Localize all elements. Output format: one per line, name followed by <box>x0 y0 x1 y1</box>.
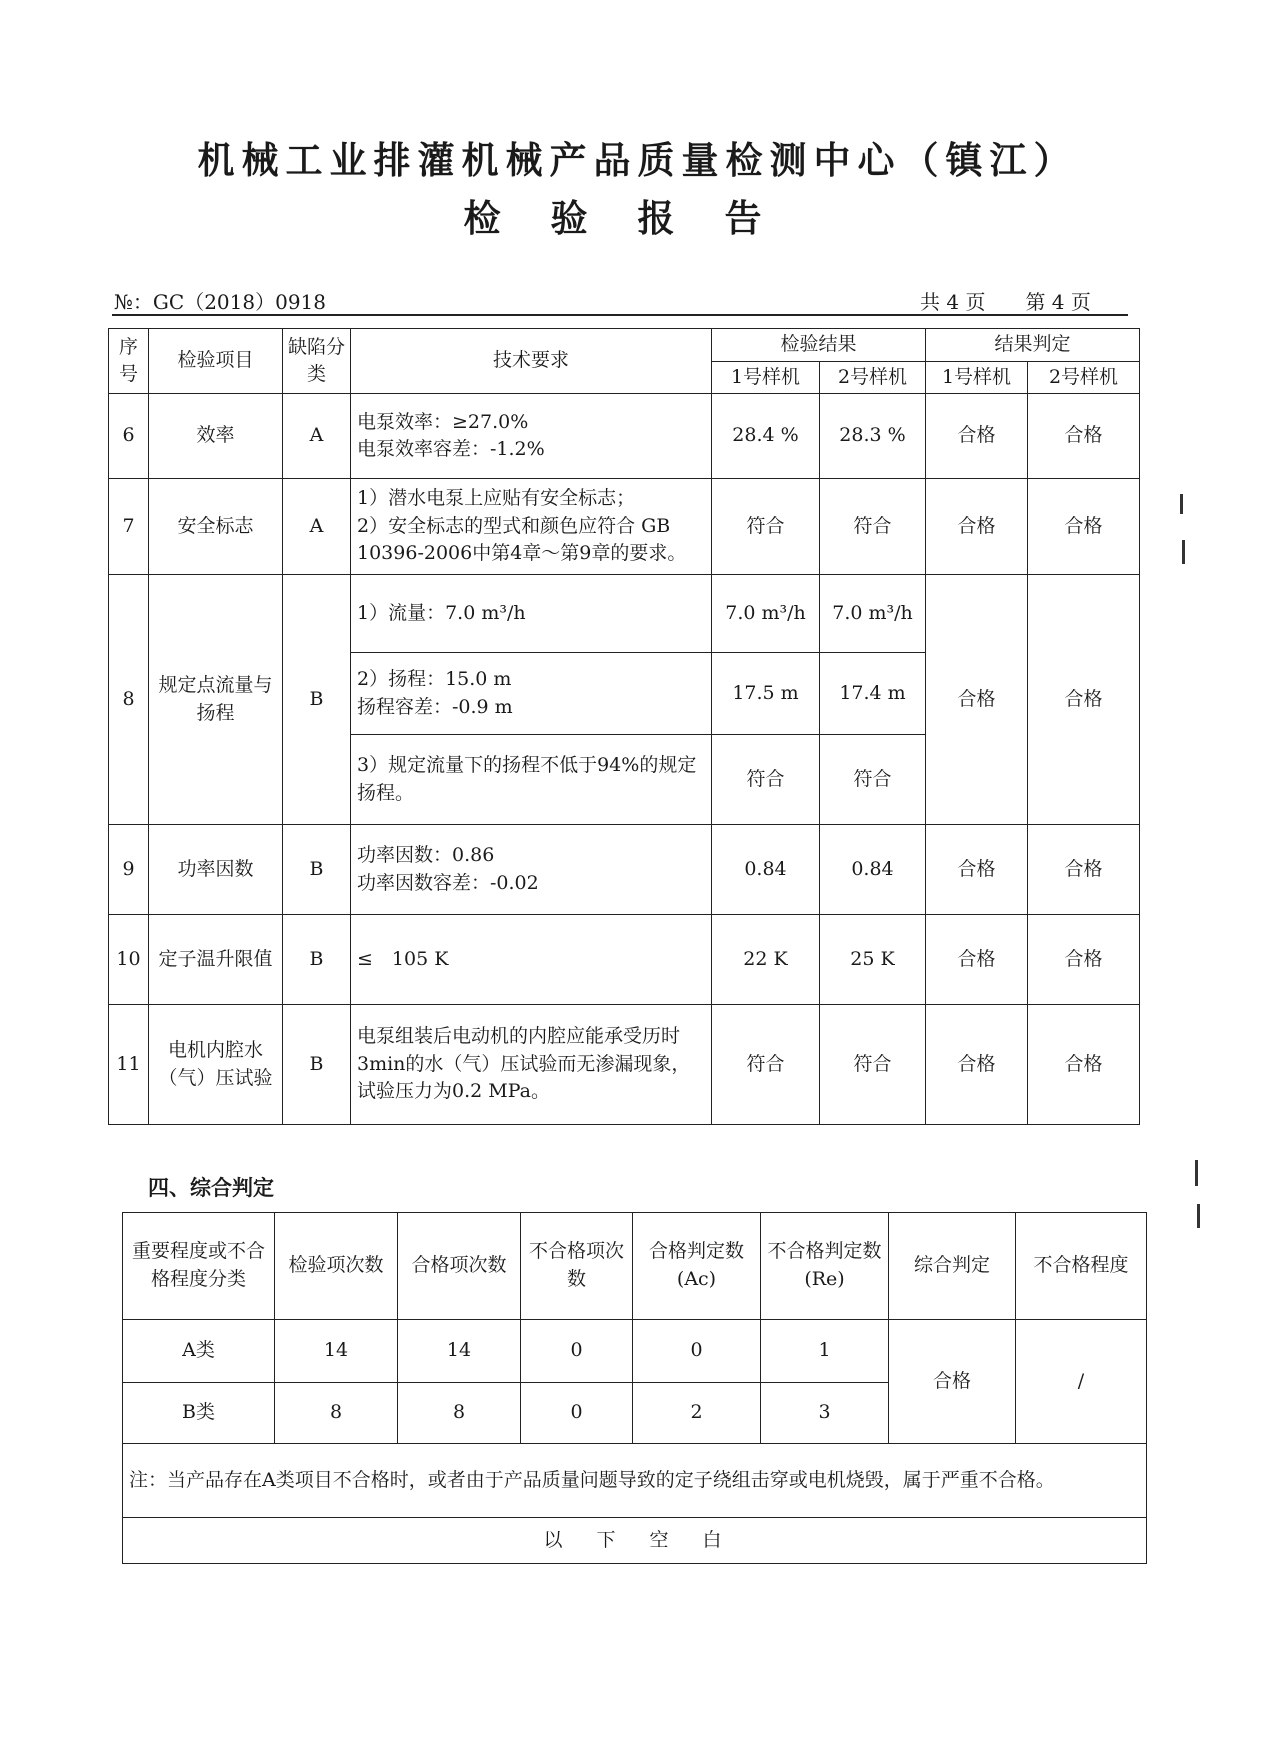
summary-total: 8 <box>275 1383 398 1444</box>
row-result-2: 符合 <box>820 1005 926 1125</box>
row-result-2: 17.4 m <box>820 653 926 735</box>
summary-class: A类 <box>123 1320 275 1383</box>
report-number: №：GC（2018）0918 <box>114 290 327 314</box>
summary-header-degree: 不合格程度 <box>1016 1213 1147 1320</box>
row-judgement-2: 合格 <box>1028 825 1140 915</box>
summary-note-row <box>123 1444 1147 1518</box>
row-seq: 7 <box>109 479 149 575</box>
row-result-1: 28.4 % <box>712 394 820 479</box>
row-judgement-1: 合格 <box>926 479 1028 575</box>
row-result-2: 25 K <box>820 915 926 1005</box>
row-item: 效率 <box>149 394 283 479</box>
row-item: 定子温升限值 <box>149 915 283 1005</box>
summary-degree: / <box>1016 1320 1147 1444</box>
page-info <box>920 286 1091 315</box>
header-rule <box>112 314 1128 316</box>
header-sample2-judgement: 2号样机 <box>1028 361 1140 394</box>
header-inspection-result: 检验结果 <box>712 329 926 362</box>
binding-mark <box>1180 494 1183 514</box>
row-result-1: 7.0 m³/h <box>712 575 820 653</box>
row-result-1: 22 K <box>712 915 820 1005</box>
summary-header-overall: 综合判定 <box>889 1213 1016 1320</box>
row-requirement: 电泵效率：≥27.0% 电泵效率容差：-1.2% <box>351 394 712 479</box>
header-seq: 序号 <box>109 329 149 394</box>
row-judgement-2: 合格 <box>1028 915 1140 1005</box>
row-seq: 9 <box>109 825 149 915</box>
total-pages: 共 4 页 <box>920 290 986 314</box>
row-requirement: 电泵组装后电动机的内腔应能承受历时3min的水（气）压试验而无渗漏现象，试验压力为0.2 MPa。 <box>351 1005 712 1125</box>
row-result-2: 7.0 m³/h <box>820 575 926 653</box>
row-result-1: 符合 <box>712 735 820 825</box>
header-item: 检验项目 <box>149 329 283 394</box>
inspection-table <box>108 328 1140 1125</box>
summary-note: 注：当产品存在A类项目不合格时，或者由于产品质量问题导致的定子绕组击穿或电机烧毁，属于严重不合格。 <box>123 1444 1147 1518</box>
table-row <box>109 1005 1140 1125</box>
row-judgement-2: 合格 <box>1028 479 1140 575</box>
summary-fail: 0 <box>521 1320 633 1383</box>
row-judgement-1: 合格 <box>926 1005 1028 1125</box>
row-requirement: 1）潜水电泵上应贴有安全标志； 2）安全标志的型式和颜色应符合 GB 10396-2006中第4章～第9章的要求。 <box>351 479 712 575</box>
row-class: A <box>283 394 351 479</box>
row-result-2: 28.3 % <box>820 394 926 479</box>
header-sample2-result: 2号样机 <box>820 361 926 394</box>
row-result-1: 17.5 m <box>712 653 820 735</box>
summary-fail: 0 <box>521 1383 633 1444</box>
summary-blank-row <box>123 1518 1147 1564</box>
summary-class: B类 <box>123 1383 275 1444</box>
row-class: A <box>283 479 351 575</box>
row-judgement-1: 合格 <box>926 915 1028 1005</box>
row-result-2: 符合 <box>820 479 926 575</box>
blank-below-text: 以下空白 <box>123 1518 1147 1564</box>
row-class: B <box>283 1005 351 1125</box>
table-row <box>109 394 1140 479</box>
header-judgement: 结果判定 <box>926 329 1140 362</box>
header-defect-class: 缺陷分类 <box>283 329 351 394</box>
row-requirement: ≤ 105 K <box>351 915 712 1005</box>
row-item: 安全标志 <box>149 479 283 575</box>
summary-re: 1 <box>761 1320 889 1383</box>
table-row <box>109 479 1140 575</box>
row-result-1: 符合 <box>712 479 820 575</box>
summary-pass: 8 <box>398 1383 521 1444</box>
row-requirement: 2）扬程：15.0 m 扬程容差：-0.9 m <box>351 653 712 735</box>
summary-header-ac: 合格判定数(Ac) <box>633 1213 761 1320</box>
binding-mark <box>1182 540 1185 564</box>
row-requirement: 功率因数：0.86 功率因数容差：-0.02 <box>351 825 712 915</box>
summary-header-pass: 合格项次数 <box>398 1213 521 1320</box>
row-seq: 10 <box>109 915 149 1005</box>
row-item: 功率因数 <box>149 825 283 915</box>
row-result-1: 符合 <box>712 1005 820 1125</box>
row-judgement-2: 合格 <box>1028 575 1140 825</box>
summary-re: 3 <box>761 1383 889 1444</box>
row-requirement: 1）流量：7.0 m³/h <box>351 575 712 653</box>
row-item: 电机内腔水（气）压试验 <box>149 1005 283 1125</box>
header-tech-req: 技术要求 <box>351 329 712 394</box>
summary-header-re: 不合格判定数(Re) <box>761 1213 889 1320</box>
summary-table <box>122 1212 1147 1564</box>
row-judgement-1: 合格 <box>926 394 1028 479</box>
row-judgement-1: 合格 <box>926 575 1028 825</box>
table-row <box>109 575 1140 653</box>
report-title: 检验报告 <box>463 197 812 240</box>
row-item: 规定点流量与扬程 <box>149 575 283 825</box>
summary-header-class: 重要程度或不合格程度分类 <box>123 1213 275 1320</box>
summary-total: 14 <box>275 1320 398 1383</box>
report-org-title: 机械工业排灌机械产品质量检测中心（镇江） <box>197 139 1078 182</box>
header-sample1-judgement: 1号样机 <box>926 361 1028 394</box>
table-row <box>109 915 1140 1005</box>
summary-header-row <box>123 1213 1147 1320</box>
row-judgement-2: 合格 <box>1028 1005 1140 1125</box>
row-result-2: 0.84 <box>820 825 926 915</box>
row-result-1: 0.84 <box>712 825 820 915</box>
row-class: B <box>283 825 351 915</box>
row-requirement: 3）规定流量下的扬程不低于94%的规定扬程。 <box>351 735 712 825</box>
row-seq: 11 <box>109 1005 149 1125</box>
row-result-2: 符合 <box>820 735 926 825</box>
summary-pass: 14 <box>398 1320 521 1383</box>
row-judgement-1: 合格 <box>926 825 1028 915</box>
summary-header-fail: 不合格项次数 <box>521 1213 633 1320</box>
row-class: B <box>283 915 351 1005</box>
summary-row-a <box>123 1320 1147 1383</box>
row-class: B <box>283 575 351 825</box>
section-title: 四、综合判定 <box>148 1176 274 1200</box>
row-seq: 6 <box>109 394 149 479</box>
header-sample1-result: 1号样机 <box>712 361 820 394</box>
summary-ac: 0 <box>633 1320 761 1383</box>
binding-mark <box>1195 1160 1198 1186</box>
row-judgement-2: 合格 <box>1028 394 1140 479</box>
current-page: 第 4 页 <box>1025 290 1091 314</box>
row-seq: 8 <box>109 575 149 825</box>
binding-mark <box>1197 1204 1200 1228</box>
summary-ac: 2 <box>633 1383 761 1444</box>
summary-overall: 合格 <box>889 1320 1016 1444</box>
table-row <box>109 825 1140 915</box>
summary-header-total: 检验项次数 <box>275 1213 398 1320</box>
